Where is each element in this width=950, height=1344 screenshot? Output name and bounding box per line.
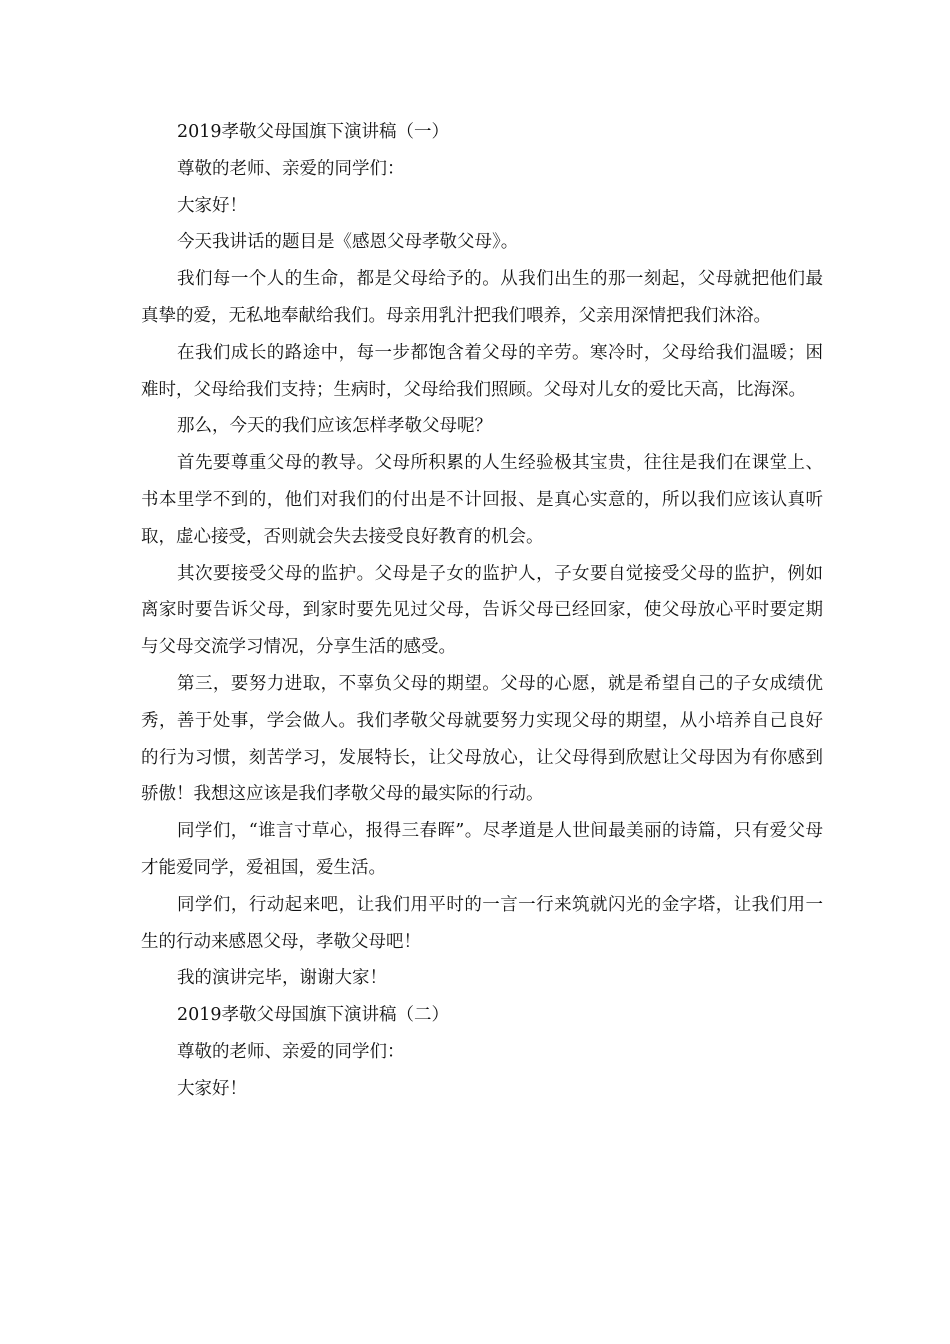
salutation: 尊敬的老师、亲爱的同学们： [177, 158, 405, 179]
topic-paragraph: 今天我讲话的题目是《感恩父母孝敬父母》。 [177, 232, 519, 253]
body-paragraph: 同学们，行动起来吧，让我们用平时的一言一行来筑就闪光的金字塔，让我们用一生的行动来感恩父母，孝敬父母吧！ [141, 894, 823, 952]
body-paragraph: 我们每一个人的生命，都是父母给予的。从我们出生的那一刻起，父母就把他们最真挚的爱，无私地奉献给我们。母亲用乳汁把我们喂养，父亲用深情把我们沐浴。 [141, 269, 823, 326]
greeting: 大家好！ [177, 1078, 247, 1099]
body-paragraph: 那么，今天的我们应该怎样孝敬父母呢？ [177, 416, 492, 437]
speech-title-1: 2019孝敬父母国旗下演讲稿（一） [177, 122, 450, 142]
speech-title-2: 2019孝敬父母国旗下演讲稿（二） [177, 1005, 450, 1026]
greeting: 大家好！ [177, 195, 247, 216]
body-paragraph: 首先要尊重父母的教导。父母所积累的人生经验极其宝贵，往往是我们在课堂上、书本里学不到的，他们对我们的付出是不计回报、是真心实意的，所以我们应该认真听取，虚心接受，否则就会失去接受良好教育的机会。 [141, 453, 823, 547]
salutation: 尊敬的老师、亲爱的同学们： [177, 1041, 405, 1062]
body-paragraph: 同学们，“谁言寸草心，报得三春晖”。尽孝道是人世间最美丽的诗篇，只有爱父母才能爱同学，爱祖国，爱生活。 [141, 821, 823, 878]
body-paragraph: 其次要接受父母的监护。父母是子女的监护人，子女要自觉接受父母的监护，例如离家时要告诉父母，到家时要先见过父母，告诉父母已经回家，使父母放心平时要定期与父母交流学习情况，分享生活的感受。 [141, 563, 823, 658]
document-body [141, 114, 823, 1108]
body-paragraph: 在我们成长的路途中，每一步都饱含着父母的辛劳。寒冷时，父母给我们温暖；困难时，父母给我们支持；生病时，父母给我们照顾。父母对儿女的爱比天高，比海深。 [141, 342, 823, 400]
closing-paragraph: 我的演讲完毕，谢谢大家！ [177, 968, 387, 989]
body-paragraph: 第三，要努力进取，不辜负父母的期望。父母的心愿，就是希望自己的子女成绩优秀，善于处事，学会做人。我们孝敬父母就要努力实现父母的期望，从小培养自己良好的行为习惯，刻苦学习，发展特长，让父母放心，让父母得到欣慰让父母因为有你感到骄傲！我想这应该是我们孝敬父母的最实际的行动。 [141, 673, 823, 805]
